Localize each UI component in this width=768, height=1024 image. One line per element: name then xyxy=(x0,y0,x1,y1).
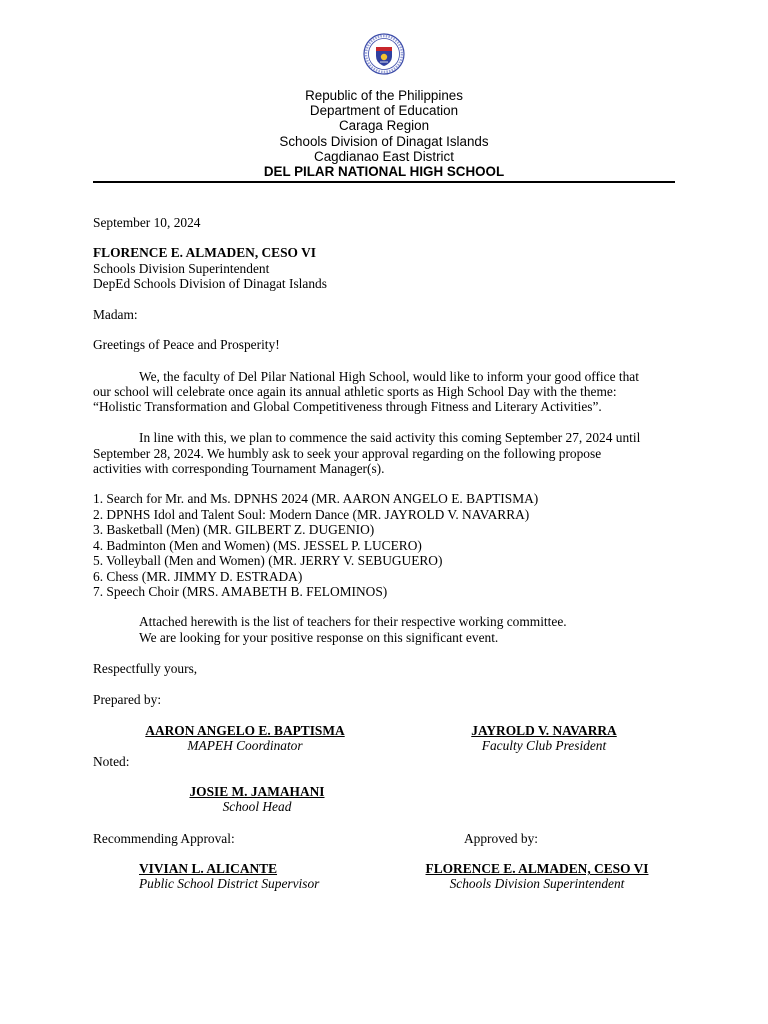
signatory-name: VIVIAN L. ALICANTE xyxy=(139,861,278,876)
letterhead-line-division: Schools Division of Dinagat Islands xyxy=(279,133,489,149)
deped-seal-icon xyxy=(363,33,405,75)
activity-item: 5. Volleyball (Men and Women) (MR. JERRY V. SEBUGUERO) xyxy=(93,553,443,568)
closing-line: Attached herewith is the list of teachers for their respective working committee. xyxy=(139,614,567,629)
activity-item: 1. Search for Mr. and Ms. DPNHS 2024 (MR. AARON ANGELO E. BAPTISMA) xyxy=(93,491,539,506)
paragraph2-line: September 28, 2024. We humbly ask to seek your approval regarding on the following propose xyxy=(93,446,602,461)
letterhead-school-name: DEL PILAR NATIONAL HIGH SCHOOL xyxy=(263,164,505,180)
greeting: Greetings of Peace and Prosperity! xyxy=(93,337,280,352)
complimentary-close: Respectfully yours, xyxy=(93,661,198,676)
activity-item: 3. Basketball (Men) (MR. GILBERT Z. DUGENIO) xyxy=(93,522,375,537)
recipient-name: FLORENCE E. ALMADEN, CESO VI xyxy=(93,245,316,260)
signature-block-prepared-1 xyxy=(139,723,351,753)
paragraph2-line: In line with this, we plan to commence the said activity this coming September 27, 2024 until xyxy=(139,430,641,445)
noted-label: Noted: xyxy=(93,754,130,769)
signatory-name: AARON ANGELO E. BAPTISMA xyxy=(145,723,345,738)
signatory-name: FLORENCE E. ALMADEN, CESO VI xyxy=(425,861,649,876)
letterhead-line-district: Cagdianao East District xyxy=(314,148,454,164)
signature-block-noted xyxy=(177,784,337,814)
activity-item: 4. Badminton (Men and Women) (MS. JESSEL P. LUCERO) xyxy=(93,538,422,553)
recipient-office: DepEd Schools Division of Dinagat Islands xyxy=(93,276,327,291)
prepared-by-label: Prepared by: xyxy=(93,692,162,707)
approved-by-label: Approved by: xyxy=(464,831,539,846)
activity-item: 7. Speech Choir (MRS. AMABETH B. FELOMINOS) xyxy=(93,584,388,599)
signatory-title: MAPEH Coordinator xyxy=(187,738,303,753)
activity-item: 2. DPNHS Idol and Talent Soul: Modern Dance (MR. JAYROLD V. NAVARRA) xyxy=(93,507,530,522)
signatory-title: Schools Division Superintendent xyxy=(449,876,625,891)
signatory-title: Faculty Club President xyxy=(481,738,607,753)
recommending-approval-label: Recommending Approval: xyxy=(93,831,235,846)
signature-block-recommending xyxy=(139,861,319,891)
signatory-name: JOSIE M. JAMAHANI xyxy=(189,784,325,799)
paragraph1-line: “Holistic Transformation and Global Competitiveness through Fitness and Literary Activities”. xyxy=(93,399,602,414)
paragraph2-line: activities with corresponding Tournament Manager(s). xyxy=(93,461,385,476)
letterhead xyxy=(93,88,675,179)
letterhead-line-republic: Republic of the Philippines xyxy=(305,88,463,103)
signature-block-prepared-2 xyxy=(449,723,639,753)
recipient-title: Schools Division Superintendent xyxy=(93,261,270,276)
signature-block-approved xyxy=(412,861,662,891)
letterhead-line-region: Caraga Region xyxy=(338,118,430,134)
letterhead-line-department: Department of Education xyxy=(309,103,459,119)
signatory-title: School Head xyxy=(222,799,292,814)
paragraph1-line: We, the faculty of Del Pilar National High School, would like to inform your good office that xyxy=(139,369,639,384)
salutation: Madam: xyxy=(93,307,138,322)
activity-item: 6. Chess (MR. JIMMY D. ESTRADA) xyxy=(93,569,303,584)
letter-date: September 10, 2024 xyxy=(93,215,201,230)
closing-line: We are looking for your positive response on this significant event. xyxy=(139,630,499,645)
letterhead-divider xyxy=(93,181,675,183)
paragraph1-line: our school will celebrate once again its annual athletic sports as High School Day with the theme: xyxy=(93,384,617,399)
signatory-title: Public School District Supervisor xyxy=(139,876,320,891)
signatory-name: JAYROLD V. NAVARRA xyxy=(471,723,617,738)
